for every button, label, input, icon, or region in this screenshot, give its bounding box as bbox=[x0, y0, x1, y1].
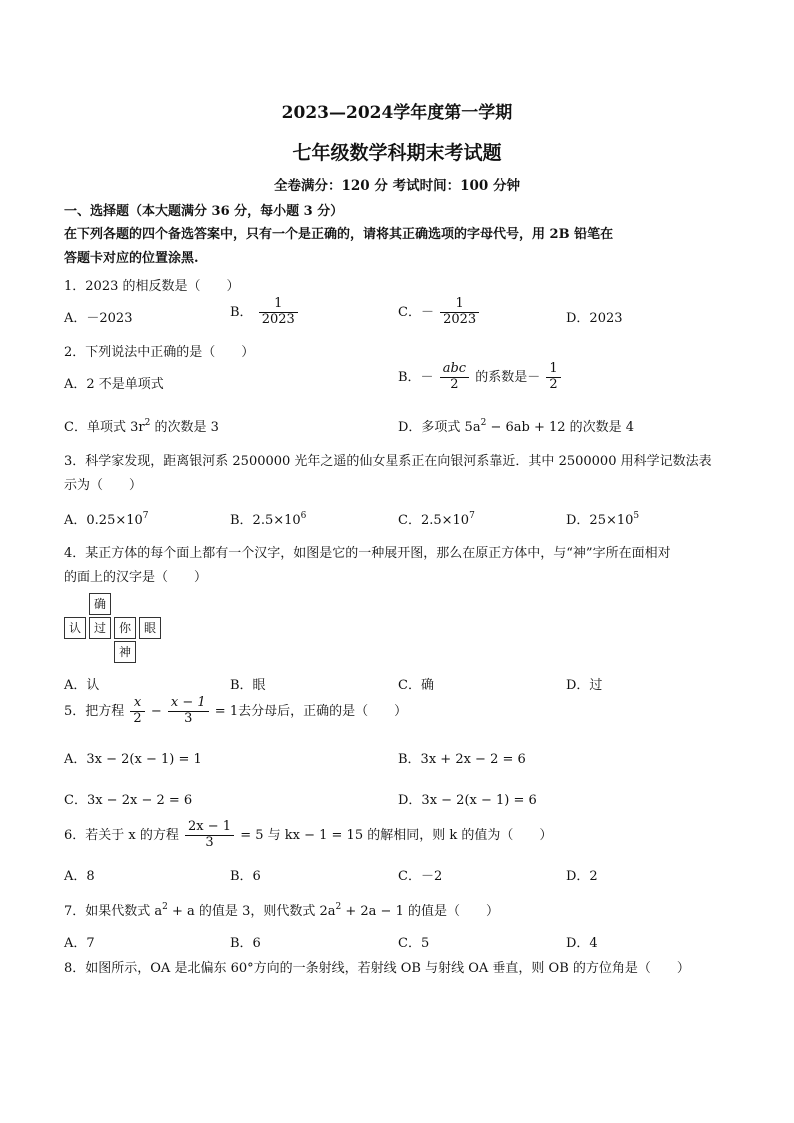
q5-frac2-den: 3 bbox=[184, 710, 193, 726]
net-cell-3: 你 bbox=[114, 617, 136, 639]
q6-option-c: C．－2 bbox=[398, 869, 443, 884]
q5-frac1-den: 2 bbox=[133, 710, 142, 726]
q2-option-b bbox=[398, 362, 563, 393]
q3-option-b bbox=[230, 509, 306, 528]
q2-b-den-2: 2 bbox=[549, 376, 558, 392]
q5-option-c: C．3x − 2x − 2 = 6 bbox=[64, 793, 193, 808]
net-cell-2: 过 bbox=[89, 617, 111, 639]
q1-c-den: 2023 bbox=[443, 311, 477, 327]
q7-option-a: A．7 bbox=[64, 936, 95, 951]
q4-option-a: A．认 bbox=[64, 678, 100, 693]
q2-b-num-2: 1 bbox=[546, 362, 560, 378]
exam-title: 七年级数学科期末考试题 bbox=[292, 142, 502, 164]
q4-stem-line-1: 4．某正方体的每个面上都有一个汉字，如图是它的一种展开图，那么在原正方体中，与“神”字所在面相对 bbox=[64, 546, 671, 561]
cube-net-figure bbox=[64, 593, 164, 665]
q3-d-exp: 5 bbox=[633, 511, 640, 521]
q6-fraction bbox=[185, 820, 234, 851]
q3-b-base: B．2.5×10 bbox=[230, 513, 301, 528]
q2-stem: 2．下列说法中正确的是（ ） bbox=[64, 345, 255, 360]
q4-stem-line-2: 的面上的汉字是（ ） bbox=[64, 570, 208, 585]
q2-b-den: 2 bbox=[450, 376, 459, 392]
q3-stem-line-2: 示为（ ） bbox=[64, 478, 143, 493]
q1-b-prefix: B． bbox=[230, 304, 253, 320]
term-title: 2023—2024学年度第一学期 bbox=[281, 103, 513, 123]
q5-stem-prefix: 5．把方程 bbox=[64, 703, 125, 719]
q3-stem-line-1: 3．科学家发现，距离银河系 2500000 光年之遥的仙女星系正在向银河系靠近．其中 2500000 用科学记数法表 bbox=[64, 454, 712, 469]
q2-option-a: A．2 不是单项式 bbox=[64, 377, 164, 392]
q4-option-b: B．眼 bbox=[230, 678, 266, 693]
q3-a-base: A．0.25×10 bbox=[64, 513, 143, 528]
q1-c-fraction bbox=[440, 297, 479, 328]
q1-stem: 1．2023 的相反数是（ ） bbox=[64, 279, 240, 294]
q3-d-base: D．25×10 bbox=[566, 513, 634, 528]
q7-option-b: B．6 bbox=[230, 936, 261, 951]
q5-stem-suffix: = 1去分母后，正确的是（ ） bbox=[214, 703, 408, 719]
q2-d-suffix: − 6ab + 12 的次数是 4 bbox=[486, 420, 635, 435]
q2-c-suffix: 的次数是 3 bbox=[150, 420, 219, 435]
instruction-line-2: 答题卡对应的位置涂黑. bbox=[64, 251, 199, 266]
q1-b-den: 2023 bbox=[261, 311, 295, 327]
q1-c-num: 1 bbox=[440, 297, 479, 313]
q6-option-b: B．6 bbox=[230, 869, 261, 884]
q7-stem-prefix: 7．如果代数式 a bbox=[64, 904, 163, 919]
q6-frac-num: 2x − 1 bbox=[185, 820, 234, 836]
q7-sup-2: 2 bbox=[335, 902, 342, 912]
q5-fraction-2 bbox=[168, 696, 209, 727]
net-cell-4: 眼 bbox=[139, 617, 161, 639]
net-cell-1: 认 bbox=[64, 617, 86, 639]
q6-option-a: A．8 bbox=[64, 869, 95, 884]
q6-stem-prefix: 6．若关于 x 的方程 bbox=[64, 827, 179, 843]
q1-option-b bbox=[230, 297, 300, 328]
section-title: 一、选择题（本大题满分 36 分，每小题 3 分） bbox=[64, 204, 344, 219]
q6-stem bbox=[64, 820, 552, 851]
q8-stem: 8．如图所示，OA 是北偏东 60°方向的一条射线，若射线 OB 与射线 OA 垂直，则 OB 的方位角是（ ） bbox=[64, 961, 690, 976]
q3-c-exp: 7 bbox=[469, 511, 475, 521]
q3-a-exp: 7 bbox=[142, 511, 149, 521]
q5-fraction-1 bbox=[130, 696, 144, 727]
net-cell-bottom: 神 bbox=[114, 641, 136, 663]
q5-frac2-num: x − 1 bbox=[168, 696, 209, 712]
q1-option-d: D．2023 bbox=[566, 311, 623, 326]
q6-stem-suffix: = 5 与 kx − 1 = 15 的解相同，则 k 的值为（ ） bbox=[240, 827, 553, 843]
q2-c-prefix: C．单项式 3r bbox=[64, 420, 145, 435]
q7-stem-suffix: + 2a − 1 的值是（ ） bbox=[341, 904, 499, 919]
q2-c-sup: 2 bbox=[144, 418, 151, 428]
q2-b-prefix: B．－ bbox=[398, 369, 434, 385]
q5-stem bbox=[64, 696, 407, 727]
q2-b-num: abc bbox=[440, 362, 469, 378]
q3-option-a bbox=[64, 509, 149, 528]
q2-b-mid: 的系数是－ bbox=[475, 369, 541, 385]
q2-d-sup: 2 bbox=[480, 418, 487, 428]
q5-option-d: D．3x − 2(x − 1) = 6 bbox=[398, 793, 537, 808]
q2-b-fraction-2 bbox=[546, 362, 560, 393]
q1-c-prefix: C．－ bbox=[398, 304, 434, 320]
q5-frac1-num: x bbox=[130, 696, 144, 712]
q4-option-d: D．过 bbox=[566, 678, 603, 693]
q1-option-c bbox=[398, 297, 481, 328]
q2-d-prefix: D．多项式 5a bbox=[398, 420, 481, 435]
q1-b-fraction bbox=[259, 297, 298, 328]
q2-b-fraction-1 bbox=[440, 362, 469, 393]
q6-option-d: D．2 bbox=[566, 869, 598, 884]
instruction-line-1: 在下列各题的四个备选答案中，只有一个是正确的，请将其正确选项的字母代号，用 2B 铅笔在 bbox=[64, 227, 614, 242]
q4-option-c: C．确 bbox=[398, 678, 434, 693]
net-cell-top: 确 bbox=[89, 593, 111, 615]
q5-minus: − bbox=[150, 703, 162, 719]
q6-frac-den: 3 bbox=[205, 834, 214, 850]
score-info: 全卷满分：120 分 考试时间：100 分钟 bbox=[274, 178, 520, 194]
q3-option-c bbox=[398, 509, 475, 528]
q2-option-c bbox=[64, 416, 219, 435]
q7-option-c: C．5 bbox=[398, 936, 430, 951]
q1-b-num: 1 bbox=[259, 297, 298, 313]
q2-option-d bbox=[398, 416, 634, 435]
q5-option-a: A．3x − 2(x − 1) = 1 bbox=[64, 752, 202, 767]
q1-option-a: A．－2023 bbox=[64, 311, 133, 326]
q7-stem-mid: + a 的值是 3，则代数式 2a bbox=[167, 904, 336, 919]
q7-sup-1: 2 bbox=[162, 902, 168, 912]
q7-option-d: D．4 bbox=[566, 936, 598, 951]
q7-stem bbox=[64, 900, 499, 919]
q3-b-exp: 6 bbox=[300, 511, 307, 521]
q3-option-d bbox=[566, 509, 639, 528]
q3-c-base: C．2.5×10 bbox=[398, 513, 470, 528]
q5-option-b: B．3x + 2x − 2 = 6 bbox=[398, 752, 526, 767]
